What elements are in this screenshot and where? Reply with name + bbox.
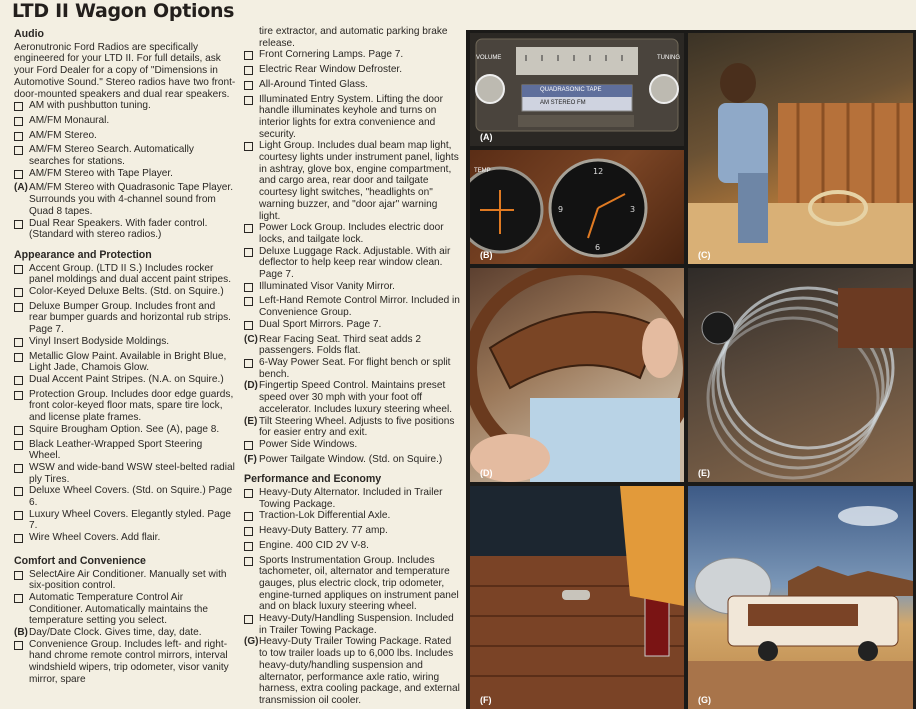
option-item: [244, 295, 460, 318]
checkbox-square-icon: [14, 117, 23, 126]
option-text: Convenience Group. Includes left- and right-hand chrome remote control mirrors, interval windshield wipers, trip odometer, visor vanity mirror, spare: [29, 638, 229, 685]
photo-e-label: (E): [698, 468, 710, 478]
option-item: [14, 144, 236, 167]
checkbox-icon: [244, 49, 259, 64]
option-item: [14, 286, 236, 301]
temp-gauge-label: TEMP: [474, 168, 491, 174]
option-text: Light Group. Includes dual beam map light, courtesy lights under instrument panel, lights in ashtray, glove box, engine compartment, and cargo area, rear door and tailgate courtesy light switches, "headlights on" warning buzzer, and "door ajar" warning light.: [259, 140, 459, 222]
option-item: [14, 218, 236, 241]
option-text: All-Around Tinted Glass.: [259, 78, 368, 90]
comfort-list: [14, 569, 236, 686]
option-item: [244, 49, 460, 64]
checkbox-icon: [244, 555, 259, 570]
checkbox-icon: [14, 389, 29, 404]
option-item: [14, 263, 236, 286]
option-item: [14, 336, 236, 351]
photo-reference: (C): [244, 333, 258, 345]
photo-rear-seat: [688, 33, 913, 264]
option-text: AM/FM Stereo with Tape Player.: [29, 167, 173, 179]
radio-quad-label: QUADRASONIC TAPE: [540, 87, 602, 93]
checkbox-icon: [244, 357, 259, 372]
option-text: Color-Keyed Deluxe Belts. (Std. on Squire.): [29, 286, 224, 298]
option-text: AM/FM Monaural.: [29, 114, 110, 126]
steering-wheel-illustration: [470, 268, 684, 482]
trailer-towing-illustration: [688, 486, 913, 709]
option-item: [14, 130, 236, 145]
checkbox-icon: [244, 94, 259, 109]
photo-g-label: (G): [698, 695, 711, 705]
option-item: [14, 301, 236, 336]
option-item: [244, 94, 460, 141]
checkbox-icon: [244, 222, 259, 237]
checkbox-square-icon: [244, 542, 253, 551]
option-item: [14, 182, 236, 217]
option-item: [244, 540, 460, 555]
option-text: Luxury Wheel Covers. Elegantly styled. Page 7.: [29, 508, 231, 532]
option-item: [244, 380, 460, 415]
performance-heading: Performance and Economy: [244, 473, 382, 486]
option-item: [244, 487, 460, 510]
checkbox-square-icon: [244, 51, 253, 60]
option-text: Traction-Lok Differential Axle.: [259, 510, 391, 522]
checkbox-square-icon: [14, 464, 23, 473]
option-text: Metallic Glow Paint. Available in Bright Blue, Light Jade, Chamois Glow.: [29, 350, 227, 374]
checkbox-square-icon: [14, 534, 23, 543]
option-text: Dual Accent Paint Stripes. (N.A. on Squire.): [29, 373, 224, 385]
option-text: Deluxe Wheel Covers. (Std. on Squire.) Page 6.: [29, 485, 233, 509]
photo-reference: (E): [244, 415, 258, 427]
option-text: Electric Rear Window Defroster.: [259, 64, 403, 76]
checkbox-square-icon: [14, 594, 23, 603]
audio-intro: Aeronutronic Ford Radios are specifically engineered for your LTD II. For full details, ask your Ford Dealer for a copy of "Dimensions in Automotive Sound." Stereo radios have two front-door-mounted speakers and dual rear speakers.: [14, 41, 236, 100]
checkbox-icon: [244, 281, 259, 296]
option-item: [244, 222, 460, 245]
checkbox-square-icon: [244, 615, 253, 624]
option-text: Heavy-Duty Alternator. Included in Trailer Towing Package.: [259, 487, 443, 510]
option-text: AM with pushbutton tuning.: [29, 100, 151, 112]
option-item: [14, 532, 236, 547]
checkbox-icon: [14, 168, 29, 183]
option-text: Heavy-Duty Battery. 77 amp.: [259, 525, 388, 537]
checkbox-square-icon: [14, 376, 23, 385]
checkbox-icon: [244, 295, 259, 310]
checkbox-icon: [14, 336, 29, 351]
option-item: [244, 140, 460, 222]
photo-f-label: (F): [480, 695, 492, 705]
option-text: 6-Way Power Seat. For flight bench or split bench.: [259, 356, 451, 380]
checkbox-square-icon: [244, 142, 253, 151]
checkbox-square-icon: [14, 132, 23, 141]
option-text: Wire Wheel Covers. Add flair.: [29, 532, 161, 544]
option-item: [244, 555, 460, 614]
checkbox-icon: [244, 487, 259, 502]
option-text: Power Lock Group. Includes electric door locks, and tailgate lock.: [259, 222, 444, 245]
option-text: Tilt Steering Wheel. Adjusts to five positions for easier entry and exit.: [259, 415, 455, 439]
checkbox-icon: [244, 439, 259, 454]
photo-clock: [470, 150, 684, 264]
option-item: [14, 100, 236, 115]
option-item: [244, 79, 460, 94]
option-text: WSW and wide-band WSW steel-belted radial ply Tires.: [29, 461, 235, 485]
checkbox-square-icon: [244, 441, 253, 450]
radio-volume-label: VOLUME: [476, 55, 502, 61]
option-item: [244, 636, 460, 706]
checkbox-icon: [14, 485, 29, 500]
checkbox-square-icon: [244, 81, 253, 90]
checkbox-square-icon: [14, 220, 23, 229]
gauges-illustration: [470, 150, 684, 264]
checkbox-icon: [14, 374, 29, 389]
options-column-2: [244, 26, 460, 707]
checkbox-icon: [14, 263, 29, 278]
photo-c-label: (C): [698, 250, 711, 260]
checkbox-square-icon: [14, 426, 23, 435]
option-text: SelectAire Air Conditioner. Manually set with six-position control.: [29, 568, 227, 592]
option-text: Power Tailgate Window. (Std. on Squire.): [259, 453, 443, 465]
option-item: [14, 485, 236, 508]
option-item: [14, 168, 236, 183]
option-item: [14, 639, 236, 686]
option-text: Squire Brougham Option. See (A), page 8.: [29, 423, 220, 435]
checkbox-square-icon: [244, 248, 253, 257]
option-text: AM/FM Stereo with Quadrasonic Tape Player. Surrounds you with 4-channel sound from Quad 8 tapes.: [29, 182, 234, 217]
photo-reference: (F): [244, 453, 257, 465]
checkbox-square-icon: [244, 96, 253, 105]
option-item: [14, 439, 236, 462]
option-item: [244, 525, 460, 540]
photo-reference: (D): [244, 380, 258, 392]
checkbox-square-icon: [244, 66, 253, 75]
checkbox-square-icon: [14, 641, 23, 650]
tailgate-illustration: [470, 486, 684, 709]
option-text: AM/FM Stereo.: [29, 129, 97, 141]
photo-tilt-wheel: [688, 268, 913, 482]
radio-band-label: AM STEREO FM: [540, 100, 586, 106]
option-item: [244, 64, 460, 79]
checkbox-square-icon: [14, 487, 23, 496]
checkbox-icon: [244, 540, 259, 555]
checkbox-square-icon: [14, 353, 23, 362]
checkbox-icon: [14, 286, 29, 301]
checkbox-icon: [244, 140, 259, 155]
checkbox-square-icon: [14, 441, 23, 450]
svg-text:6: 6: [595, 243, 601, 252]
checkbox-square-icon: [14, 571, 23, 580]
checkbox-square-icon: [244, 283, 253, 292]
option-item: [14, 569, 236, 592]
checkbox-square-icon: [14, 288, 23, 297]
checkbox-icon: [244, 510, 259, 525]
checkbox-square-icon: [14, 146, 23, 155]
option-item: [14, 389, 236, 424]
continued-text: tire extractor, and automatic parking brake release.: [259, 26, 448, 49]
option-item: [244, 319, 460, 334]
option-text: Power Side Windows.: [259, 438, 358, 450]
checkbox-square-icon: [14, 338, 23, 347]
option-item: [244, 454, 460, 466]
photo-a-label: (A): [480, 132, 493, 142]
checkbox-square-icon: [14, 391, 23, 400]
option-item: [14, 374, 236, 389]
option-text: Front Cornering Lamps. Page 7.: [259, 49, 404, 61]
checkbox-square-icon: [14, 265, 23, 274]
checkbox-icon: [14, 569, 29, 584]
checkbox-square-icon: [244, 359, 253, 368]
checkbox-icon: [244, 79, 259, 94]
checkbox-icon: [14, 439, 29, 454]
option-item: [244, 439, 460, 454]
checkbox-square-icon: [244, 527, 253, 536]
checkbox-icon: [14, 100, 29, 115]
option-text: Illuminated Visor Vanity Mirror.: [259, 280, 395, 292]
checkbox-square-icon: [14, 303, 23, 312]
checkbox-icon: [14, 639, 29, 654]
options-column-1: [14, 28, 236, 686]
checkbox-icon: [244, 64, 259, 79]
checkbox-square-icon: [14, 102, 23, 111]
option-text: Dual Rear Speakers. With fader control. (Standard with stereo radios.): [29, 217, 208, 241]
option-item: [14, 115, 236, 130]
rear-seat-illustration: [688, 33, 913, 264]
photo-reference: (G): [244, 636, 259, 648]
option-item: [244, 246, 460, 281]
option-item: [14, 424, 236, 439]
photo-speed-control: [470, 268, 684, 482]
checkbox-icon: [244, 613, 259, 628]
option-text: Heavy-Duty/Handling Suspension. Included in Trailer Towing Package.: [259, 613, 454, 636]
option-item: [14, 509, 236, 532]
checkbox-square-icon: [244, 224, 253, 233]
checkbox-icon: [14, 462, 29, 477]
option-item: [244, 281, 460, 296]
tilt-wheel-illustration: [688, 268, 913, 482]
option-text: Accent Group. (LTD II S.) Includes rocker panel moldings and dual accent paint stripes.: [29, 262, 232, 286]
option-text: Engine. 400 CID 2V V-8.: [259, 539, 369, 551]
photo-radio: [470, 33, 684, 146]
performance-list: [244, 487, 460, 707]
photo-reference: (A): [14, 182, 28, 194]
checkbox-icon: [14, 218, 29, 233]
option-item: [244, 357, 460, 380]
checkbox-square-icon: [244, 512, 253, 521]
checkbox-icon: [14, 592, 29, 607]
checkbox-square-icon: [244, 297, 253, 306]
appearance-heading: Appearance and Protection: [14, 248, 152, 261]
option-text: Automatic Temperature Control Air Conditioner. Automatically maintains the temperature setting you select.: [29, 591, 208, 627]
option-text: Vinyl Insert Bodyside Moldings.: [29, 335, 170, 347]
photo-reference: (B): [14, 627, 28, 639]
option-text: Left-Hand Remote Control Mirror. Included in Convenience Group.: [259, 295, 460, 319]
option-text: Protection Group. Includes door edge guards, front color-keyed floor mats, spare tire lock, and license plate frames.: [29, 388, 234, 424]
option-text: Sports Instrumentation Group. Includes tachometer, oil, alternator and temperature gauges, plus electric clock, trip odometer, engine-turned appliques on instrument panel and on black luxury steering wheel.: [259, 554, 459, 613]
checkbox-icon: [244, 525, 259, 540]
option-text: Dual Sport Mirrors. Page 7.: [259, 318, 382, 330]
option-text: Deluxe Bumper Group. Includes front and rear bumper guards and horizontal rub strips. Page 7.: [29, 300, 231, 336]
option-item: [14, 627, 236, 639]
appearance-list: [14, 263, 236, 547]
option-item: [244, 334, 460, 357]
option-item: [244, 613, 460, 636]
page-title: LTD II Wagon Options: [12, 0, 235, 22]
photo-b-label: (B): [480, 250, 493, 260]
option-item: [14, 592, 236, 627]
checkbox-icon: [244, 319, 259, 334]
checkbox-icon: [14, 115, 29, 130]
comfort-heading: Comfort and Convenience: [14, 554, 146, 567]
option-text: Rear Facing Seat. Third seat adds 2 passengers. Folds flat.: [259, 333, 421, 357]
checkbox-icon: [14, 144, 29, 159]
checkbox-square-icon: [244, 321, 253, 330]
comfort-list-continued: [244, 49, 460, 465]
checkbox-icon: [14, 301, 29, 316]
checkbox-square-icon: [244, 557, 253, 566]
option-item: [14, 351, 236, 374]
option-text: Day/Date Clock. Gives time, day, date.: [29, 627, 202, 639]
checkbox-square-icon: [244, 489, 253, 498]
photo-trailer-towing: [688, 486, 913, 709]
checkbox-icon: [14, 130, 29, 145]
option-item: [244, 510, 460, 525]
svg-text:12: 12: [593, 167, 604, 176]
option-text: AM/FM Stereo Search. Automatically searches for stations.: [29, 144, 194, 168]
option-text: Heavy-Duty Trailer Towing Package. Rated to tow trailer loads up to 6,000 lbs. Includes heavy-duty/handling suspension and alternator, performance axle ratio, wiring harness, extra cooling package, and external transmission oil cooler.: [259, 636, 460, 706]
checkbox-icon: [14, 509, 29, 524]
radio-tuning-label: TUNING: [657, 55, 680, 61]
svg-text:3: 3: [630, 205, 636, 214]
option-item: [14, 462, 236, 485]
audio-heading: Audio: [14, 28, 45, 40]
option-text: Illuminated Entry System. Lifting the door handle illuminates keyhole and turns on interior lights for extra convenience and security.: [259, 93, 444, 140]
checkbox-square-icon: [14, 170, 23, 179]
photo-tailgate: [470, 486, 684, 709]
option-text: Deluxe Luggage Rack. Adjustable. With air deflector to help keep rear window clean. Page 7.: [259, 245, 451, 281]
photo-d-label: (D): [480, 468, 493, 478]
option-item: [244, 416, 460, 439]
checkbox-icon: [14, 424, 29, 439]
audio-list: [14, 100, 236, 241]
option-text: Black Leather-Wrapped Sport Steering Wheel.: [29, 438, 203, 462]
checkbox-icon: [244, 246, 259, 261]
checkbox-icon: [14, 351, 29, 366]
option-text: Fingertip Speed Control. Maintains preset speed over 30 mph with your foot off accelerator. Includes luxury steering wheel.: [259, 380, 453, 415]
checkbox-icon: [14, 532, 29, 547]
checkbox-square-icon: [14, 511, 23, 520]
svg-text:9: 9: [558, 205, 564, 214]
